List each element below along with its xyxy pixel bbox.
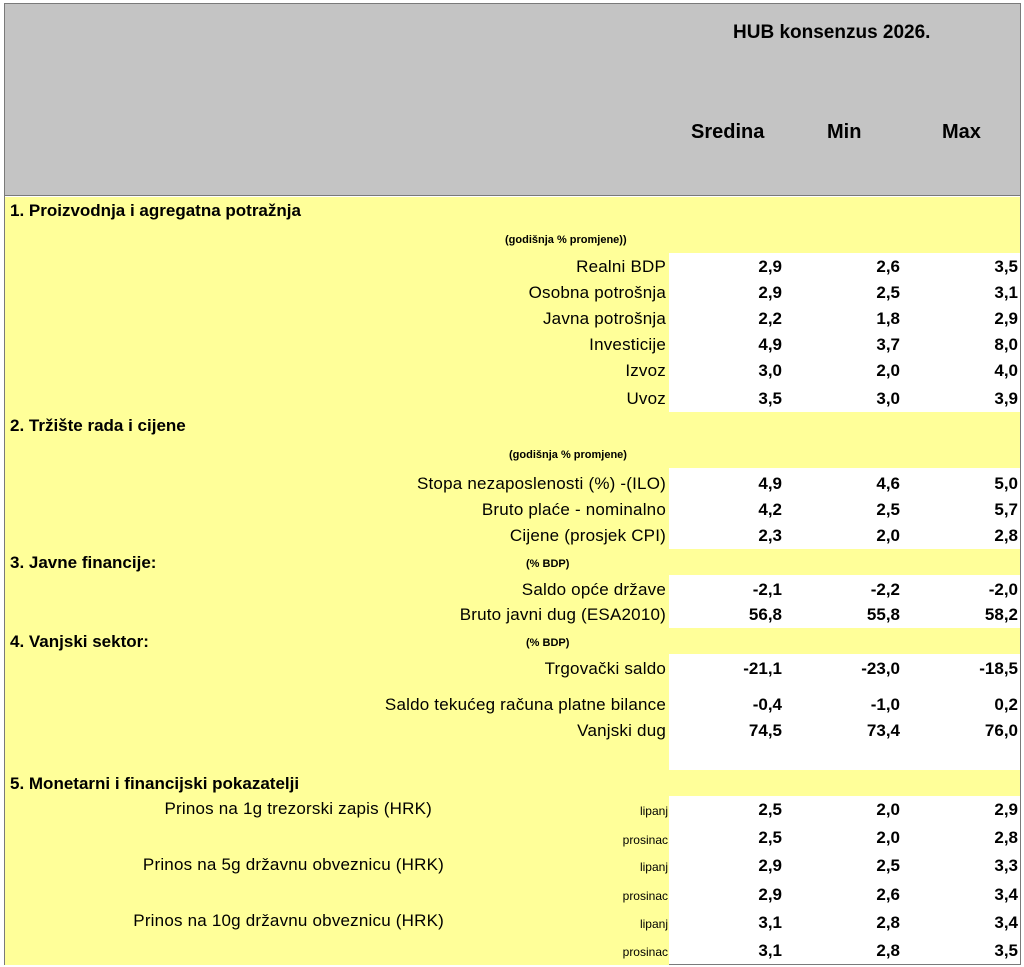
value-max: 3,9 bbox=[994, 389, 1018, 408]
row-label: Trgovački saldo bbox=[544, 659, 666, 678]
section-title: 1. Proizvodnja i agregatna potražnja bbox=[10, 201, 301, 220]
value-max: -18,5 bbox=[979, 659, 1018, 678]
value-max: 3,1 bbox=[994, 283, 1018, 302]
value-sredina: 3,0 bbox=[758, 361, 782, 380]
value-min: 2,0 bbox=[876, 800, 900, 819]
value-sredina: 4,2 bbox=[758, 500, 782, 519]
value-min: 2,0 bbox=[876, 526, 900, 545]
value-min: 2,6 bbox=[876, 885, 900, 904]
row-label: Bruto javni dug (ESA2010) bbox=[459, 605, 666, 624]
row-label: Bruto plaće - nominalno bbox=[481, 500, 666, 519]
value-max: 58,2 bbox=[984, 605, 1018, 624]
value-max: 76,0 bbox=[984, 721, 1018, 740]
value-min: 2,0 bbox=[876, 828, 900, 847]
period-label: prosinac bbox=[622, 833, 668, 847]
column-header-min: Min bbox=[827, 121, 862, 143]
value-min: 2,0 bbox=[876, 361, 900, 380]
period-label: lipanj bbox=[639, 860, 668, 874]
value-sredina: 2,9 bbox=[758, 885, 782, 904]
period-label: prosinac bbox=[622, 945, 668, 959]
section-title: 2. Tržište rada i cijene bbox=[10, 416, 186, 435]
section-unit: (godišnja % promjene)) bbox=[505, 234, 627, 246]
value-min: 2,8 bbox=[876, 941, 900, 960]
value-sredina: 2,5 bbox=[758, 800, 782, 819]
period-label: lipanj bbox=[639, 804, 668, 818]
value-min: 1,8 bbox=[876, 309, 900, 328]
value-sredina: 2,9 bbox=[758, 283, 782, 302]
section-unit: (godišnja % promjene) bbox=[509, 449, 627, 461]
value-min: -1,0 bbox=[870, 695, 900, 714]
value-max: 2,8 bbox=[994, 828, 1018, 847]
value-sredina: -0,4 bbox=[752, 695, 782, 714]
row-label: Cijene (prosjek CPI) bbox=[509, 526, 666, 545]
value-sredina: 2,9 bbox=[758, 856, 782, 875]
value-min: -23,0 bbox=[861, 659, 900, 678]
value-max: 0,2 bbox=[994, 695, 1018, 714]
value-max: 4,0 bbox=[994, 361, 1018, 380]
row-label: Javna potrošnja bbox=[542, 309, 666, 328]
value-max: 3,4 bbox=[994, 913, 1018, 932]
value-min: 55,8 bbox=[866, 605, 900, 624]
value-min: 2,5 bbox=[876, 500, 900, 519]
value-sredina: 2,3 bbox=[758, 526, 782, 545]
section-title: 4. Vanjski sektor: bbox=[10, 632, 149, 651]
value-min: 2,5 bbox=[876, 856, 900, 875]
value-sredina: 4,9 bbox=[758, 474, 782, 493]
row-label: Prinos na 1g trezorski zapis (HRK) bbox=[164, 799, 432, 818]
row-label: Stopa nezaposlenosti (%) -(ILO) bbox=[416, 474, 666, 493]
row-label: Uvoz bbox=[626, 389, 666, 408]
value-min: 2,8 bbox=[876, 913, 900, 932]
value-sredina: -21,1 bbox=[743, 659, 782, 678]
row-label: Prinos na 5g državnu obveznicu (HRK) bbox=[142, 855, 444, 874]
value-max: 2,9 bbox=[994, 309, 1018, 328]
label-band bbox=[5, 253, 669, 412]
value-min: 3,7 bbox=[876, 335, 900, 354]
value-sredina: 3,5 bbox=[758, 389, 782, 408]
value-min: 73,4 bbox=[866, 721, 900, 740]
row-label: Prinos na 10g državnu obveznicu (HRK) bbox=[133, 911, 444, 930]
column-header-max: Max bbox=[942, 121, 981, 143]
value-max: 3,4 bbox=[994, 885, 1018, 904]
value-min: 2,6 bbox=[876, 257, 900, 276]
row-label: Izvoz bbox=[625, 361, 666, 380]
section-unit: (% BDP) bbox=[526, 637, 570, 649]
value-max: -2,0 bbox=[988, 580, 1018, 599]
row-label: Saldo opće države bbox=[521, 580, 666, 599]
row-label: Realni BDP bbox=[576, 257, 666, 276]
period-label: lipanj bbox=[639, 917, 668, 931]
value-sredina: 4,9 bbox=[758, 335, 782, 354]
row-label: Saldo tekućeg računa platne bilance bbox=[384, 695, 666, 714]
value-max: 5,0 bbox=[994, 474, 1018, 493]
value-min: 4,6 bbox=[876, 474, 900, 493]
row-label: Osobna potrošnja bbox=[528, 283, 666, 302]
value-min: 2,5 bbox=[876, 283, 900, 302]
value-sredina: 74,5 bbox=[748, 721, 782, 740]
value-sredina: 2,5 bbox=[758, 828, 782, 847]
value-max: 2,9 bbox=[994, 800, 1018, 819]
row-label: Investicije bbox=[589, 335, 666, 354]
value-max: 8,0 bbox=[994, 335, 1018, 354]
value-sredina: -2,1 bbox=[752, 580, 782, 599]
value-min: 3,0 bbox=[876, 389, 900, 408]
value-sredina: 56,8 bbox=[748, 605, 782, 624]
value-max: 3,5 bbox=[994, 257, 1018, 276]
value-max: 3,3 bbox=[994, 856, 1018, 875]
value-sredina: 3,1 bbox=[758, 913, 782, 932]
value-sredina: 2,2 bbox=[758, 309, 782, 328]
table-header bbox=[4, 3, 1021, 196]
period-label: prosinac bbox=[622, 889, 668, 903]
section-title: 5. Monetarni i financijski pokazatelji bbox=[10, 774, 300, 793]
value-max: 2,8 bbox=[994, 526, 1018, 545]
header-title: HUB konsenzus 2026. bbox=[733, 22, 931, 43]
value-sredina: 2,9 bbox=[758, 257, 782, 276]
value-max: 3,5 bbox=[994, 941, 1018, 960]
value-sredina: 3,1 bbox=[758, 941, 782, 960]
section-unit: (% BDP) bbox=[526, 558, 570, 570]
section-band bbox=[5, 628, 1020, 654]
column-header-sredina: Sredina bbox=[691, 121, 765, 143]
label-band bbox=[5, 796, 669, 965]
section-band bbox=[5, 549, 1020, 575]
section-title: 3. Javne financije: bbox=[10, 553, 157, 572]
value-max: 5,7 bbox=[994, 500, 1018, 519]
row-label: Vanjski dug bbox=[577, 721, 666, 740]
value-min: -2,2 bbox=[870, 580, 900, 599]
